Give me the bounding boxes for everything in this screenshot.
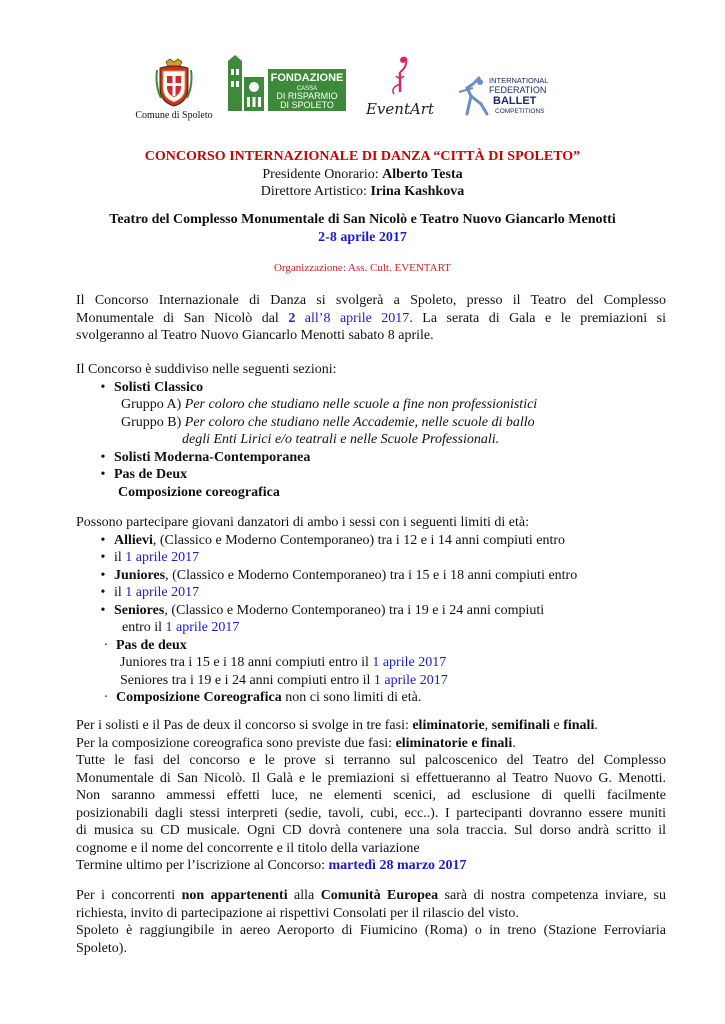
sections-list [76, 361, 666, 501]
bullet-icon: • [100, 449, 106, 465]
list-item [76, 637, 666, 655]
phase-semifinali: semifinali [491, 718, 550, 733]
group-a-line [76, 396, 666, 414]
director-line [0, 183, 725, 201]
allievi-text: , (Classico e Moderno Contemporaneo) tra i 12 e i 14 anni compiuti entro [152, 532, 566, 548]
intro-line-1: Il Concorso Internazionale di Danza si svolgerà a Spoleto, presso il Teatro del Complesso [76, 293, 666, 308]
ifbc-line1: INTERNATIONAL [489, 76, 549, 85]
cutoff-date: 1 aprile 2017 [165, 620, 240, 635]
president-label: Presidente Onorario: [262, 166, 383, 182]
age-limits [76, 514, 666, 707]
president-name: Alberto Testa [382, 166, 463, 182]
ifbc-line2: FEDERATION [489, 85, 547, 95]
rules-text: Per i solisti e il Pas de deux il concorso si svolge in tre fasi: [76, 718, 413, 733]
intro-paragraph [76, 292, 666, 345]
ifbc-logo [457, 74, 549, 116]
bullet-icon: • [100, 602, 106, 618]
comune-caption: Comune di Spoleto [135, 110, 213, 121]
phase-eliminatorie: eliminatorie [412, 718, 485, 733]
comunita-europea: Comunità Europea [320, 888, 439, 903]
fondazione-cassa-logo [226, 55, 350, 113]
eventart-wordmark: EventArt [365, 100, 435, 118]
bullet-icon: • [100, 585, 106, 600]
section-solisti-classico: Solisti Classico [114, 379, 204, 395]
visa-text: alla [287, 888, 321, 903]
list-item [76, 484, 666, 502]
bullet-icon: • [100, 567, 106, 583]
deadline-date: martedì 28 marzo 2017 [328, 858, 467, 873]
pas-juniores-line [76, 654, 666, 672]
visa-text: Per i concorrenti [76, 888, 182, 903]
allievi-label: Allievi [114, 532, 153, 548]
list-item [76, 584, 666, 602]
venue-line: Teatro del Complesso Monumentale di San Nicolò e Teatro Nuovo Giancarlo Menotti [109, 212, 616, 227]
rules-text: , [484, 718, 492, 733]
pas-seniores-text: Seniores tra i 19 e i 24 anni compiuti entro il [120, 672, 374, 688]
section-pas-de-deux: Pas de Deux [114, 467, 188, 482]
bullet-icon: • [100, 467, 106, 482]
cutoff-date: 1 aprile 2017 [372, 655, 447, 670]
list-item [76, 532, 666, 550]
rules-line-3: Tutte le fasi del concorso e le prove si terranno sul palcoscenico del Teatro del Complesso [76, 753, 666, 768]
intro-line-3: svolgeranno al Teatro Nuovo Giancarlo Menotti sabato 8 aprile. [76, 328, 434, 343]
fondazione-line1: FONDAZIONE [270, 72, 344, 84]
director-label: Direttore Artistico: [260, 184, 371, 199]
intro-start-day: 2 [288, 310, 296, 326]
rules-line-5: Non saranno ammessi effetti luce, ne elementi scenici, ad esclusione di quelli facilmente [76, 788, 666, 803]
seniores-label: Seniores [114, 602, 165, 618]
rules-text: Per la composizione coreografica sono previste due fasi: [76, 735, 396, 751]
cutoff-date: 1 aprile 2017 [125, 585, 200, 600]
venue-block [0, 211, 725, 246]
pas-seniores-line [76, 672, 666, 690]
intro-text: . La serata di Gala e le premiazioni si [409, 310, 666, 326]
list-item [76, 689, 666, 707]
sections-intro: Il Concorso è suddiviso nelle seguenti sezioni: [76, 362, 337, 377]
rules-line-2 [76, 735, 666, 753]
il-text: il [114, 585, 126, 600]
deadline-line [76, 857, 666, 875]
juniores-text: , (Classico e Moderno Contemporaneo) tra i 15 e i 18 anni compiuti entro [165, 567, 578, 583]
contest-title: CONCORSO INTERNAZIONALE DI DANZA “CITTÀ DI SPOLETO” [144, 149, 581, 164]
group-b-line [76, 414, 666, 432]
ages-intro: Possono partecipare giovani danzatori di ambo i sessi con i seguenti limiti di età: [76, 515, 529, 530]
president-line [0, 166, 725, 184]
visa-line-3: Spoleto è raggiungibile in aereo Aeroporto di Fiumicino (Roma) o in treno (Stazione Ferroviaria [76, 923, 666, 938]
cutoff-date: 1 aprile 2017 [125, 550, 200, 565]
rules-text: . [512, 735, 516, 751]
rules-line-6: posizionabili dagli stessi interpreti (sedie, tavoli, cubi, ecc..). I partecipanti dovranno essere muniti [76, 805, 666, 821]
bullet-icon: • [100, 532, 106, 548]
list-item [76, 602, 666, 620]
il-text: il [114, 550, 126, 565]
composizione-text: non ci sono limiti di età. [281, 690, 422, 705]
intro-text: Monumentale di San Nicolò dal [76, 310, 289, 326]
entro-il-text: entro il [122, 620, 166, 635]
ifbc-line4: COMPETITIONS [495, 108, 545, 115]
bullet-icon: • [100, 379, 106, 395]
visa-text: sarà di nostra competenza inviare, su [438, 888, 667, 903]
list-item [76, 466, 666, 484]
deadline-label: Termine ultimo per l’iscrizione al Concorso: [76, 858, 329, 873]
director-name: Irina Kashkova [370, 184, 465, 199]
non-appartenenti: non appartenenti [181, 888, 288, 903]
visa-line-4: Spoleto). [76, 940, 127, 956]
composizione-label: Composizione Coreografica [116, 690, 282, 705]
document-header [0, 148, 725, 201]
phase-finali: finali [563, 718, 595, 733]
section-composizione: Composizione coreografica [118, 484, 280, 500]
cutoff-date: 1 aprile 2017 [373, 672, 448, 688]
rules-text: e [550, 718, 564, 733]
bullet-icon: • [100, 550, 106, 565]
list-item [76, 449, 666, 467]
group-b-text-cont: degli Enti Lirici e/o teatrali e nelle Scuole Professionali. [182, 432, 500, 447]
fondazione-line4: DI SPOLETO [280, 100, 334, 110]
phases-composizione: eliminatorie e finali [395, 735, 513, 751]
rules-line-1 [76, 717, 666, 735]
juniores-label: Juniores [114, 567, 166, 583]
visa-block [76, 887, 666, 957]
bullet-icon: · [103, 690, 109, 705]
visa-line-1 [76, 887, 666, 905]
intro-end-date: all’8 aprile 2017 [295, 310, 410, 326]
intro-line-2 [76, 310, 666, 328]
list-item [76, 567, 666, 585]
logo-strip [0, 50, 725, 130]
seniores-cont [76, 619, 666, 637]
rules-line-8: cognome e il nome del concorrente e il titolo della variazione [76, 840, 420, 856]
visa-line-2: richiesta, invito di partecipazione ai rispettivi Consolati per il rilascio del visto. [76, 905, 519, 921]
group-b-cont [76, 431, 666, 449]
group-b-text: Per coloro che studiano nelle Accademie, nelle scuole di ballo [184, 414, 535, 430]
organization-line: Organizzazione: Ass. Cult. EVENTART [274, 262, 451, 274]
fondazione-line2: CASSA [296, 86, 318, 92]
section-solisti-moderna: Solisti Moderna-Contemporanea [114, 449, 311, 465]
rules-line-4: Monumentale di San Nicolò. Il Galà e le premiazioni si effettueranno al Teatro Nuovo G. Menotti. [76, 770, 666, 786]
pas-de-deux-label: Pas de deux [116, 637, 187, 653]
comune-di-spoleto-logo [134, 58, 214, 121]
group-b-label: Gruppo B) [121, 414, 185, 430]
eventart-logo [360, 54, 440, 120]
rules-block [76, 717, 666, 875]
group-a-text: Per coloro che studiano nelle scuole a fine non professionistici [184, 397, 538, 412]
list-item [76, 549, 666, 567]
rules-text: . [594, 718, 598, 733]
crest-icon [154, 58, 194, 108]
seniores-text: , (Classico e Moderno Contemporaneo) tra i 19 e i 24 anni compiuti [164, 602, 545, 618]
pas-juniores-text: Juniores tra i 15 e i 18 anni compiuti entro il [120, 655, 373, 670]
fondazione-line3: DI RISPARMIO [276, 91, 338, 101]
bullet-icon: · [103, 637, 109, 653]
event-dates: 2-8 aprile 2017 [318, 229, 407, 245]
list-item [76, 379, 666, 397]
group-a-label: Gruppo A) [121, 397, 185, 412]
ifbc-line3: BALLET [493, 95, 537, 107]
rules-line-7: di musica su CD musicale. Ogni CD dovrà contenere una sola traccia. Sul dorso andrà scritto il [76, 823, 666, 838]
